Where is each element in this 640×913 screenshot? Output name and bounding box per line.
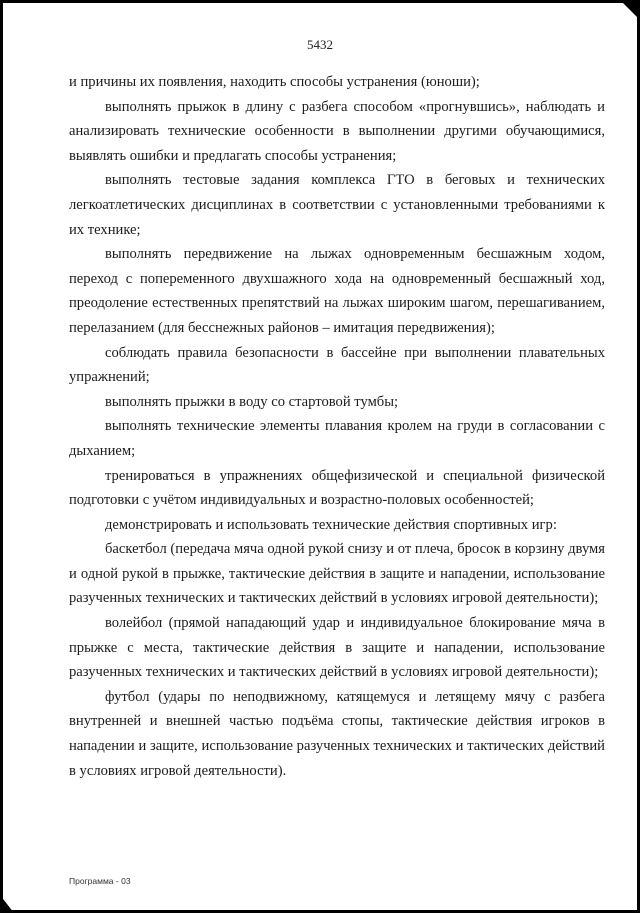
paragraph-continuation: и причины их появления, находить способы устранения (юноши); [69,74,480,90]
paragraph-pool-safety: соблюдать правила безопасности в бассейне при выполнении плавательных упражнений; [69,344,605,386]
paragraph-skiing: выполнять передвижение на лыжах одновременным бесшажным ходом, переход с попеременного двухшажного хода на одновременный бесшажный ход, преодоление естественных препятствий на лыжах широким шагом, перешагиванием, перелазанием (для бесснежных районов – имитация передвижения); [69,246,605,336]
footer-label: Программа - 03 [69,876,131,886]
page-number: 5432 [307,37,333,52]
paragraph-gto-tests: выполнять тестовые задания комплекса ГТО в беговых и технических легкоатлетических дисциплинах в соответствии с установленными требованиями к их технике; [69,172,605,238]
paragraph-sport-games: демонстрировать и использовать технические действия спортивных игр: [105,516,557,533]
document-body [69,70,605,783]
paragraph-volleyball: волейбол (прямой нападающий удар и индивидуальное блокирование мяча в прыжке с места, тактические действия в защите и нападении, использование разученных технических и тактических действий в условиях игровой деятельности); [69,615,605,681]
paragraph-football: футбол (удары по неподвижному, катящемуся и летящему мячу с разбега внутренней и внешней частью подъёма стопы, тактические действия игроков в нападении и защите, использование разученных технических и тактических действий в условиях игровой деятельности). [69,688,605,779]
scan-border-left [0,0,3,913]
paragraph-crawl: выполнять технические элементы плавания кролем на груди в согласовании с дыханием; [69,418,605,459]
paragraph-long-jump: выполнять прыжок в длину с разбега способом «прогнувшись», наблюдать и анализировать технические особенности в выполнении другими обучающимися, выявлять ошибки и предлагать способы устранения; [69,98,605,164]
paragraph-diving: выполнять прыжки в воду со стартовой тумбы; [105,393,399,410]
scan-corner-bottom-left [0,895,14,913]
paragraph-basketball: баскетбол (передача мяча одной рукой снизу и от плеча, бросок в корзину двумя и одной рукой в прыжке, тактические действия в защите и нападении, использование разученных технических и тактических действий в условиях игровой деятельности); [69,541,605,607]
scan-border-top [0,0,640,3]
scan-corner-top-right [620,0,640,20]
paragraph-training: тренироваться в упражнениях общефизической и специальной физической подготовки с учётом индивидуальных и возрастно-половых особенностей; [69,467,605,509]
